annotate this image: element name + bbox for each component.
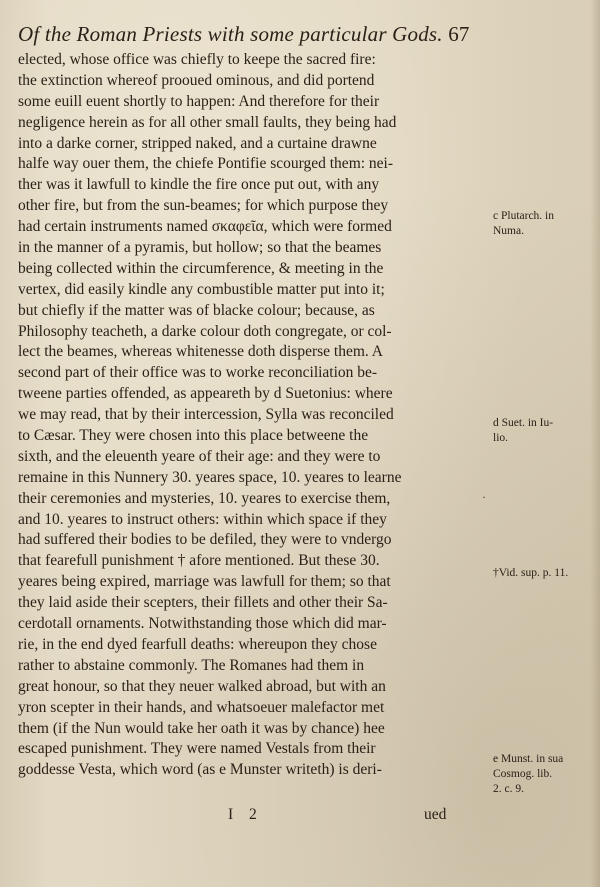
text-line: and 10. yeares to instruct others: within which space if they [18, 510, 387, 528]
stray-ink-mark: · [482, 490, 486, 504]
text-line: had certain instruments named σκαφεῖα, which were formed [18, 218, 392, 236]
text-line: halfe way ouer them, the chiefe Pontifie scourged them: nei- [18, 155, 394, 173]
body-text [18, 50, 488, 781]
running-head [18, 22, 578, 47]
text-line: lect the beames, whereas whitenesse doth disperse them. A [18, 343, 383, 361]
margin-note-vid-sup [493, 566, 568, 581]
margin-note-line: c Plutarch. in [493, 210, 554, 222]
page-edge-shadow [590, 0, 600, 887]
text-line: goddesse Vesta, which word (as e Munster writeth) is deri- [18, 761, 382, 779]
text-line: elected, whose office was chiefly to keepe the sacred fire: [18, 51, 376, 68]
text-line: yeares being expired, marriage was lawfull for them; so that [18, 573, 391, 591]
text-line: great honour, so that they neuer walked abroad, but with an [18, 677, 386, 695]
text-line: that fearefull punishment † afore mentioned. But these 30. [18, 552, 380, 570]
text-line: vertex, did easily kindle any combustible matter put into it; [18, 280, 385, 298]
text-line: but chiefly if the matter was of blacke colour; because, as [18, 301, 375, 319]
text-line: being collected within the circumference, & meeting in the [18, 259, 384, 277]
margin-note-line: lio. [493, 432, 509, 444]
text-line: cerdotall ornaments. Notwithstanding those which did mar- [18, 615, 387, 633]
text-line: to Cæsar. They were chosen into this place betweene the [18, 427, 369, 445]
margin-note-line: 2. c. 9. [493, 783, 524, 795]
text-line: other fire, but from the sun-beames; for which purpose they [18, 197, 389, 215]
text-line: they laid aside their scepters, their fillets and other their Sa- [18, 594, 388, 612]
running-title: Of the Roman Priests with some particular Gods. [18, 22, 443, 46]
text-line: escaped punishment. They were named Vestals from their [18, 740, 376, 758]
text-line: yron scepter in their hands, and whatsoeuer malefactor met [18, 698, 385, 716]
text-line: negligence herein as for all other small faults, they being had [18, 113, 397, 131]
text-line: them (if the Nun would take her oath it was by chance) hee [18, 719, 385, 737]
margin-note-line: d Suet. in Iu- [493, 417, 554, 429]
margin-note-munster [493, 752, 563, 797]
margin-note-plutarch [493, 209, 554, 239]
text-line: their ceremonies and mysteries, 10. yeares to exercise them, [18, 489, 391, 507]
text-line: rather to abstaine commonly. The Romanes had them in [18, 656, 365, 674]
margin-note-line: e Munst. in sua [493, 753, 564, 765]
page-number: 67 [448, 22, 470, 46]
text-line: Philosophy teacheth, a darke colour doth congregate, or col- [18, 322, 392, 340]
text-line: some euill euent shortly to happen: And therefore for their [18, 92, 380, 110]
text-line: tweene parties offended, as appeareth by d Suetonius: where [18, 385, 393, 403]
catchword: ued [424, 806, 447, 823]
text-line: sixth, and the eleuenth yeare of their age: and they were to [18, 447, 381, 465]
text-line: into a darke corner, stripped naked, and a curtaine drawne [18, 134, 377, 152]
margin-note-line: Cosmog. lib. [493, 768, 553, 780]
text-line: we may read, that by their intercession, Sylla was reconciled [18, 406, 394, 424]
text-line: remaine in this Nunnery 30. yeares space, 10. yeares to learne [18, 468, 402, 486]
text-line: in the manner of a pyramis, but hollow; so that the beames [18, 239, 382, 257]
margin-note-line: Numa. [493, 225, 524, 237]
margin-note-line: †Vid. sup. p. 11. [493, 567, 569, 579]
text-line: rie, in the end dyed fearfull deaths: whereupon they chose [18, 635, 377, 653]
signature-mark: I 2 [228, 806, 263, 823]
text-line: had suffered their bodies to be defiled, they were to vndergo [18, 531, 392, 549]
text-line: second part of their office was to worke reconciliation be- [18, 364, 378, 382]
text-line: ther was it lawfull to kindle the fire once put out, with any [18, 176, 380, 194]
margin-note-suetonius [493, 416, 553, 446]
text-line: the extinction whereof prooued ominous, and did portend [18, 71, 375, 89]
